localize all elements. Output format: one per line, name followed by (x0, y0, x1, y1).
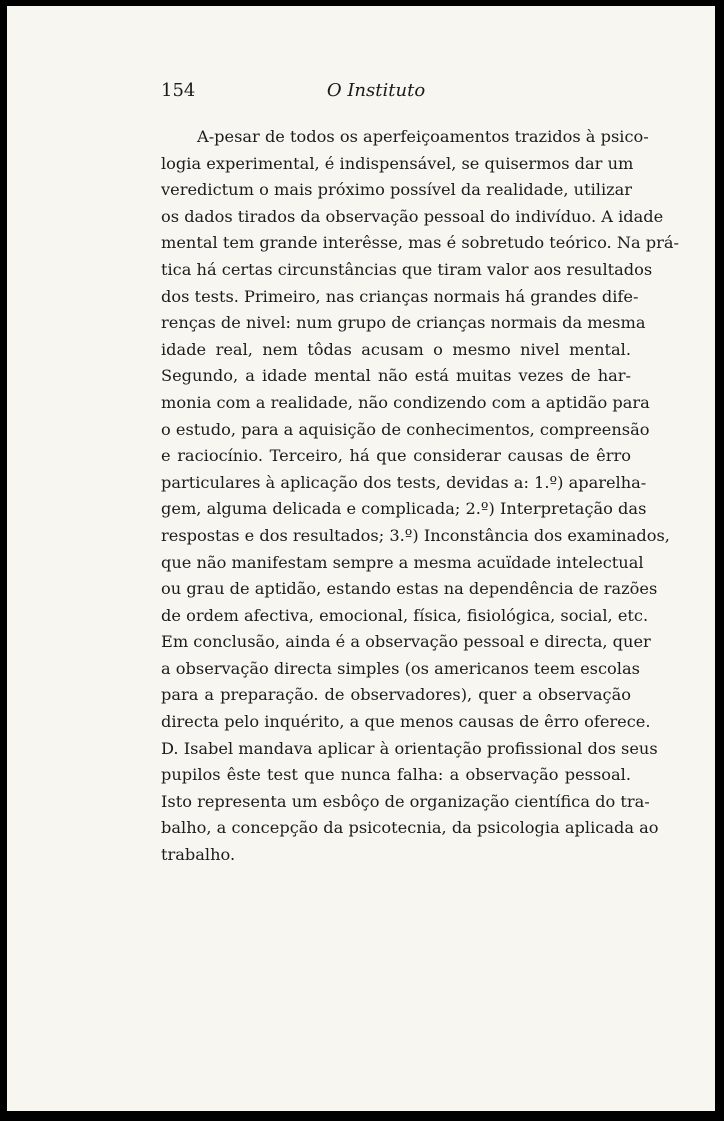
text-line: tica há certas circunstâncias que tiram valor aos resultados (161, 259, 653, 279)
text-line: Em conclusão, ainda é a observação pessoal e directa, quer (161, 632, 651, 652)
text-line: de ordem afectiva, emocional, física, fisiológica, social, etc. (161, 605, 649, 625)
text-line: pupilos êste test que nunca falha: a observação pessoal. (161, 765, 631, 785)
text-line: Segundo, a idade mental não está muitas vezes de har- (161, 366, 631, 386)
scan-border-bottom (0, 1111, 724, 1121)
text-line: idade real, nem tôdas acusam o mesmo nivel mental. (161, 339, 631, 359)
text-line: directa pelo inquérito, a que menos causas de êrro oferece. (161, 712, 651, 732)
text-line: gem, alguma delicada e complicada; 2.º) Interpretação das (161, 499, 647, 519)
text-line: que não manifestam sempre a mesma acuïdade intelectual (161, 552, 644, 572)
text-line: mental tem grande interêsse, mas é sobretudo teórico. Na prá- (161, 233, 680, 253)
text-line: o estudo, para a aquisição de conhecimentos, compreensão (161, 419, 650, 439)
text-line: D. Isabel mandava aplicar à orientação profissional dos seus (161, 738, 658, 758)
text-line: trabalho. (161, 845, 236, 865)
running-title: O Instituto (326, 80, 426, 101)
text-line: para a preparação. de observadores), quer a observação (161, 685, 631, 705)
text-line: respostas e dos resultados; 3.º) Inconstância dos examinados, (161, 525, 670, 545)
page-header (161, 80, 591, 110)
text-line: os dados tirados da observação pessoal do indivíduo. A idade (161, 206, 664, 226)
text-line: veredictum o mais próximo possível da realidade, utilizar (161, 180, 633, 200)
page-number: 154 (161, 80, 196, 101)
body-paragraph (161, 124, 680, 869)
text-line: monia com a realidade, não condizendo com a aptidão para (161, 392, 650, 412)
text-line: particulares à aplicação dos tests, devidas a: 1.º) aparelha- (161, 472, 647, 492)
text-line: e raciocínio. Terceiro, há que considerar causas de êrro (161, 446, 631, 466)
book-page (7, 6, 715, 1111)
text-line: Isto representa um esbôço de organização científica do tra- (161, 791, 650, 811)
text-line: balho, a concepção da psicotecnia, da psicologia aplicada ao (161, 818, 659, 838)
text-line: logia experimental, é indispensável, se quisermos dar um (161, 153, 634, 173)
text-line: renças de nivel: num grupo de crianças normais da mesma (161, 313, 646, 333)
text-line: dos tests. Primeiro, nas crianças normais há grandes dife- (161, 286, 639, 306)
text-line: a observação directa simples (os americanos teem escolas (161, 658, 640, 678)
text-line: ou grau de aptidão, estando estas na dependência de razões (161, 579, 658, 599)
text-line: A-pesar de todos os aperfeiçoamentos trazidos à psico- (197, 127, 649, 146)
